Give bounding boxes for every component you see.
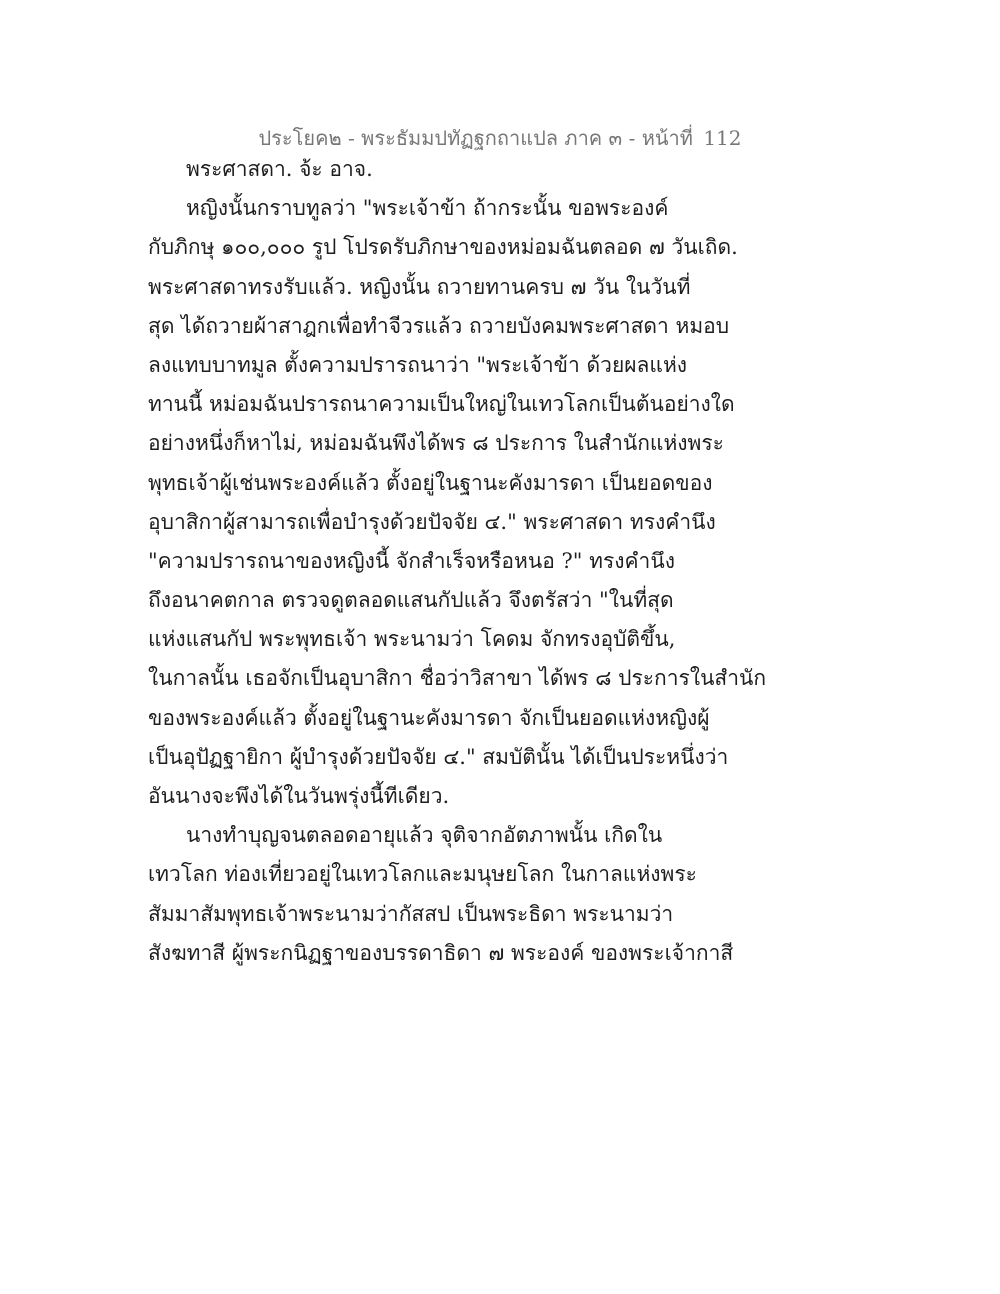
- text-line: แห่งแสนกัป พระพุทธเจ้า พระนามว่า โคดม จักทรงอุบัติขึ้น,: [148, 627, 676, 652]
- text-line: อุบาสิกาผู้สามารถเพื่อบำรุงด้วยปัจจัย ๔." พระศาสดา ทรงคำนึง: [148, 509, 716, 534]
- text-line: อย่างหนึ่งก็หาไม่, หม่อมฉันพึงได้พร ๘ ประการ ในสำนักแห่งพระ: [148, 431, 724, 456]
- paragraph-start-line: นางทำบุญจนตลอดอายุแล้ว จุติจากอัตภาพนั้น เกิดใน: [186, 823, 663, 848]
- text-line: พระศาสดา. จ้ะ อาจ.: [186, 157, 373, 181]
- text-line: ของพระองค์แล้ว ตั้งอยู่ในฐานะคังมารดา จักเป็นยอดแห่งหญิงผู้: [148, 705, 710, 730]
- text-line: เทวโลก ท่องเที่ยวอยู่ในเทวโลกและมนุษยโลก ในกาลแห่งพระ: [148, 862, 697, 887]
- text-line: "ความปรารถนาของหญิงนี้ จักสำเร็จหรือหนอ ?" ทรงคำนึง: [148, 548, 675, 573]
- text-line: กับภิกษุ ๑๐๐,๐๐๐ รูป โปรดรับภิกษาของหม่อมฉันตลอด ๗ วันเถิด.: [148, 235, 738, 260]
- text-line: ทานนี้ หม่อมฉันปรารถนาความเป็นใหญ่ในเทวโลกเป็นต้นอย่างใด: [148, 392, 735, 417]
- text-line: ในกาลนั้น เธอจักเป็นอุบาสิกา ชื่อว่าวิสาขา ได้พร ๘ ประการในสำนัก: [148, 666, 767, 691]
- page-number: 112: [703, 126, 742, 150]
- text-line: อันนางจะพึงได้ในวันพรุ่งนี้ทีเดียว.: [148, 784, 450, 808]
- text-line: พุทธเจ้าผู้เช่นพระองค์แล้ว ตั้งอยู่ในฐานะคังมารดา เป็นยอดของ: [148, 470, 713, 495]
- text-line: เป็นอุปัฏฐายิกา ผู้บำรุงด้วยปัจจัย ๔." สมบัตินั้น ได้เป็นประหนึ่งว่า: [148, 744, 729, 769]
- running-title: ประโยค๒ - พระธัมมปทัฏฐกถาแปล ภาค ๓ - หน้าที่: [258, 126, 693, 150]
- paragraph-start-line: หญิงนั้นกราบทูลว่า "พระเจ้าข้า ถ้ากระนั้น ขอพระองค์: [186, 196, 669, 221]
- body-text: [148, 150, 868, 973]
- text-line: สุด ได้ถวายผ้าสาฎกเพื่อทำจีวรแล้ว ถวายบังคมพระศาสดา หมอบ: [148, 313, 730, 338]
- text-line: สังฆทาสี ผู้พระกนิฏฐาของบรรดาธิดา ๗ พระองค์ ของพระเจ้ากาสี: [148, 940, 734, 965]
- text-line: พระศาสดาทรงรับแล้ว. หญิงนั้น ถวายทานครบ ๗ วัน ในวันที่: [148, 274, 691, 299]
- text-line: สัมมาสัมพุทธเจ้าพระนามว่ากัสสป เป็นพระธิดา พระนามว่า: [148, 901, 674, 926]
- text-line: ลงแทบบาทมูล ตั้งความปรารถนาว่า "พระเจ้าข้า ด้วยผลแห่ง: [148, 352, 688, 377]
- text-line: ถึงอนาคตกาล ตรวจดูตลอดแสนกัปแล้ว จึงตรัสว่า "ในที่สุด: [148, 588, 674, 613]
